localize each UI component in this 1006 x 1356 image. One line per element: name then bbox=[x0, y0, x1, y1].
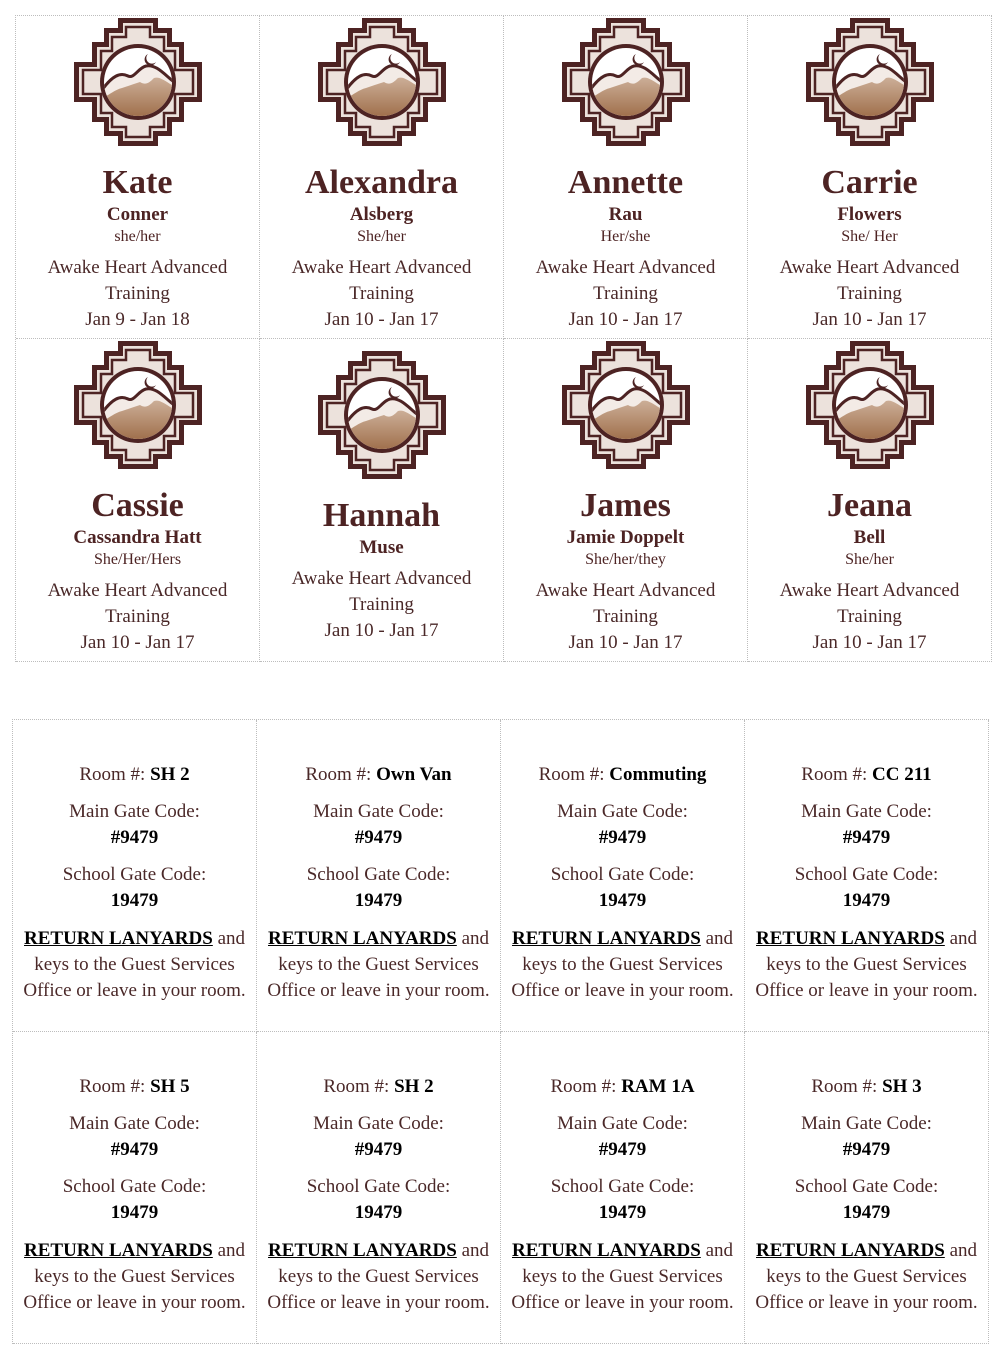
badge-pronouns: Her/she bbox=[600, 228, 651, 245]
name-badge bbox=[260, 339, 504, 662]
school-gate-label: School Gate Code: bbox=[62, 1176, 207, 1197]
return-instructions bbox=[13, 926, 256, 1004]
room-label: Room #: bbox=[811, 1076, 878, 1097]
badge-last-name: Cassandra Hatt bbox=[73, 527, 202, 548]
return-instructions bbox=[501, 926, 744, 1004]
badge-last-name: Alsberg bbox=[349, 204, 414, 225]
return-instructions bbox=[257, 1238, 500, 1316]
name-badge bbox=[16, 339, 260, 662]
room-number: SH 2 bbox=[394, 1076, 434, 1097]
main-gate-code: #9479 bbox=[354, 1139, 403, 1160]
return-lanyards-emphasis: RETURN LANYARDS bbox=[268, 928, 457, 949]
room-number-line bbox=[257, 1074, 500, 1100]
return-lanyards-emphasis: RETURN LANYARDS bbox=[24, 1240, 213, 1261]
school-gate-code: 19479 bbox=[354, 1202, 403, 1223]
school-gate-code: 19479 bbox=[110, 890, 159, 911]
main-gate-code: #9479 bbox=[110, 827, 159, 848]
main-gate-code: #9479 bbox=[110, 1139, 159, 1160]
room-label: Room #: bbox=[538, 764, 605, 785]
room-label: Room #: bbox=[550, 1076, 617, 1097]
badge-first-name: Kate bbox=[102, 164, 173, 201]
badge-first-name: Annette bbox=[567, 164, 684, 201]
school-gate-code: 19479 bbox=[598, 890, 647, 911]
return-instructions bbox=[745, 926, 988, 1004]
room-label: Room #: bbox=[79, 764, 146, 785]
return-instructions-text: and keys to the Guest Services Office or leave in your room. bbox=[755, 1240, 978, 1313]
stepped-cross-mountain-moon-icon bbox=[316, 16, 448, 148]
badge-last-name: Conner bbox=[106, 204, 169, 225]
stepped-cross-mountain-moon-icon bbox=[72, 16, 204, 148]
badge-program: Awake Heart Advanced Training bbox=[47, 580, 228, 627]
main-gate-label: Main Gate Code: bbox=[557, 1113, 688, 1134]
return-instructions-text: and keys to the Guest Services Office or leave in your room. bbox=[23, 1240, 246, 1313]
badge-dates: Jan 10 - Jan 17 bbox=[568, 632, 683, 653]
room-label: Room #: bbox=[305, 764, 372, 785]
room-number: CC 211 bbox=[872, 764, 932, 785]
return-lanyards-emphasis: RETURN LANYARDS bbox=[268, 1240, 457, 1261]
room-number-line bbox=[745, 1074, 988, 1100]
stepped-cross-mountain-moon-icon bbox=[560, 16, 692, 148]
return-instructions bbox=[257, 926, 500, 1004]
return-instructions-text: and keys to the Guest Services Office or leave in your room. bbox=[267, 928, 490, 1001]
room-number: SH 2 bbox=[150, 764, 190, 785]
room-card bbox=[257, 1032, 501, 1344]
school-gate-label: School Gate Code: bbox=[62, 864, 207, 885]
name-badge bbox=[748, 16, 992, 339]
room-number: Own Van bbox=[376, 764, 452, 785]
badge-first-name: Cassie bbox=[91, 487, 184, 524]
badge-pronouns: She/her/they bbox=[585, 551, 666, 568]
badge-last-name: Flowers bbox=[837, 204, 902, 225]
return-instructions bbox=[501, 1238, 744, 1316]
badge-first-name: Hannah bbox=[322, 497, 441, 534]
school-gate-code: 19479 bbox=[598, 1202, 647, 1223]
room-number-line bbox=[257, 762, 500, 788]
name-badge bbox=[504, 16, 748, 339]
return-instructions-text: and keys to the Guest Services Office or leave in your room. bbox=[511, 928, 734, 1001]
badge-program: Awake Heart Advanced Training bbox=[291, 568, 472, 615]
return-lanyards-emphasis: RETURN LANYARDS bbox=[512, 1240, 701, 1261]
return-lanyards-emphasis: RETURN LANYARDS bbox=[756, 928, 945, 949]
main-gate-label: Main Gate Code: bbox=[69, 801, 200, 822]
main-gate-code: #9479 bbox=[354, 827, 403, 848]
return-instructions-text: and keys to the Guest Services Office or leave in your room. bbox=[267, 1240, 490, 1313]
return-instructions-text: and keys to the Guest Services Office or leave in your room. bbox=[511, 1240, 734, 1313]
room-label: Room #: bbox=[801, 764, 868, 785]
main-gate-code: #9479 bbox=[842, 1139, 891, 1160]
badge-program: Awake Heart Advanced Training bbox=[535, 257, 716, 304]
school-gate-label: School Gate Code: bbox=[794, 864, 939, 885]
badge-dates: Jan 10 - Jan 17 bbox=[324, 309, 439, 330]
main-gate-code: #9479 bbox=[598, 827, 647, 848]
badge-last-name: Jamie Doppelt bbox=[566, 527, 685, 548]
badge-last-name: Muse bbox=[359, 537, 404, 558]
badge-program: Awake Heart Advanced Training bbox=[291, 257, 472, 304]
return-instructions-text: and keys to the Guest Services Office or leave in your room. bbox=[23, 928, 246, 1001]
badge-dates: Jan 9 - Jan 18 bbox=[85, 309, 190, 330]
badge-dates: Jan 10 - Jan 17 bbox=[812, 309, 927, 330]
main-gate-label: Main Gate Code: bbox=[801, 1113, 932, 1134]
main-gate-label: Main Gate Code: bbox=[801, 801, 932, 822]
badge-first-name: Alexandra bbox=[305, 164, 458, 201]
stepped-cross-mountain-moon-icon bbox=[560, 339, 692, 471]
room-label: Room #: bbox=[323, 1076, 390, 1097]
badge-first-name: Carrie bbox=[821, 164, 918, 201]
return-lanyards-emphasis: RETURN LANYARDS bbox=[756, 1240, 945, 1261]
room-card bbox=[501, 720, 745, 1032]
name-badge bbox=[748, 339, 992, 662]
badge-last-name: Bell bbox=[853, 527, 886, 548]
return-instructions bbox=[13, 1238, 256, 1316]
badge-first-name: Jeana bbox=[827, 487, 912, 524]
main-gate-label: Main Gate Code: bbox=[313, 801, 444, 822]
name-badge-sheet bbox=[15, 15, 992, 662]
main-gate-label: Main Gate Code: bbox=[313, 1113, 444, 1134]
room-label: Room #: bbox=[79, 1076, 146, 1097]
badge-pronouns: She/ Her bbox=[841, 228, 898, 245]
return-instructions-text: and keys to the Guest Services Office or leave in your room. bbox=[755, 928, 978, 1001]
main-gate-code: #9479 bbox=[598, 1139, 647, 1160]
badge-dates: Jan 10 - Jan 17 bbox=[324, 620, 439, 641]
stepped-cross-mountain-moon-icon bbox=[804, 16, 936, 148]
main-gate-code: #9479 bbox=[842, 827, 891, 848]
badge-dates: Jan 10 - Jan 17 bbox=[812, 632, 927, 653]
badge-program: Awake Heart Advanced Training bbox=[779, 257, 960, 304]
school-gate-label: School Gate Code: bbox=[550, 1176, 695, 1197]
room-card bbox=[257, 720, 501, 1032]
room-number: SH 3 bbox=[882, 1076, 922, 1097]
badge-pronouns: She/her bbox=[357, 228, 406, 245]
school-gate-code: 19479 bbox=[354, 890, 403, 911]
main-gate-label: Main Gate Code: bbox=[557, 801, 688, 822]
badge-dates: Jan 10 - Jan 17 bbox=[80, 632, 195, 653]
badge-first-name: James bbox=[580, 487, 671, 524]
room-number-line bbox=[13, 762, 256, 788]
school-gate-label: School Gate Code: bbox=[794, 1176, 939, 1197]
room-number-line bbox=[501, 762, 744, 788]
room-number: Commuting bbox=[609, 764, 707, 785]
stepped-cross-mountain-moon-icon bbox=[72, 339, 204, 471]
badge-pronouns: She/her bbox=[845, 551, 894, 568]
return-lanyards-emphasis: RETURN LANYARDS bbox=[24, 928, 213, 949]
school-gate-label: School Gate Code: bbox=[306, 1176, 451, 1197]
school-gate-code: 19479 bbox=[110, 1202, 159, 1223]
badge-program: Awake Heart Advanced Training bbox=[535, 580, 716, 627]
name-badge bbox=[504, 339, 748, 662]
room-number-line bbox=[13, 1074, 256, 1100]
room-number-line bbox=[501, 1074, 744, 1100]
school-gate-code: 19479 bbox=[842, 1202, 891, 1223]
badge-program: Awake Heart Advanced Training bbox=[779, 580, 960, 627]
room-number: SH 5 bbox=[150, 1076, 190, 1097]
main-gate-label: Main Gate Code: bbox=[69, 1113, 200, 1134]
school-gate-label: School Gate Code: bbox=[550, 864, 695, 885]
room-card bbox=[13, 720, 257, 1032]
room-card bbox=[501, 1032, 745, 1344]
room-card bbox=[745, 720, 989, 1032]
stepped-cross-mountain-moon-icon bbox=[316, 349, 448, 481]
room-card-sheet bbox=[12, 719, 989, 1344]
badge-program: Awake Heart Advanced Training bbox=[47, 257, 228, 304]
badge-dates: Jan 10 - Jan 17 bbox=[568, 309, 683, 330]
room-number: RAM 1A bbox=[621, 1076, 695, 1097]
room-number-line bbox=[745, 762, 988, 788]
return-lanyards-emphasis: RETURN LANYARDS bbox=[512, 928, 701, 949]
badge-pronouns: she/her bbox=[114, 228, 161, 245]
badge-pronouns: She/Her/Hers bbox=[93, 551, 182, 568]
room-card bbox=[13, 1032, 257, 1344]
badge-last-name: Rau bbox=[608, 204, 643, 225]
name-badge bbox=[16, 16, 260, 339]
school-gate-code: 19479 bbox=[842, 890, 891, 911]
school-gate-label: School Gate Code: bbox=[306, 864, 451, 885]
return-instructions bbox=[745, 1238, 988, 1316]
room-card bbox=[745, 1032, 989, 1344]
name-badge bbox=[260, 16, 504, 339]
stepped-cross-mountain-moon-icon bbox=[804, 339, 936, 471]
